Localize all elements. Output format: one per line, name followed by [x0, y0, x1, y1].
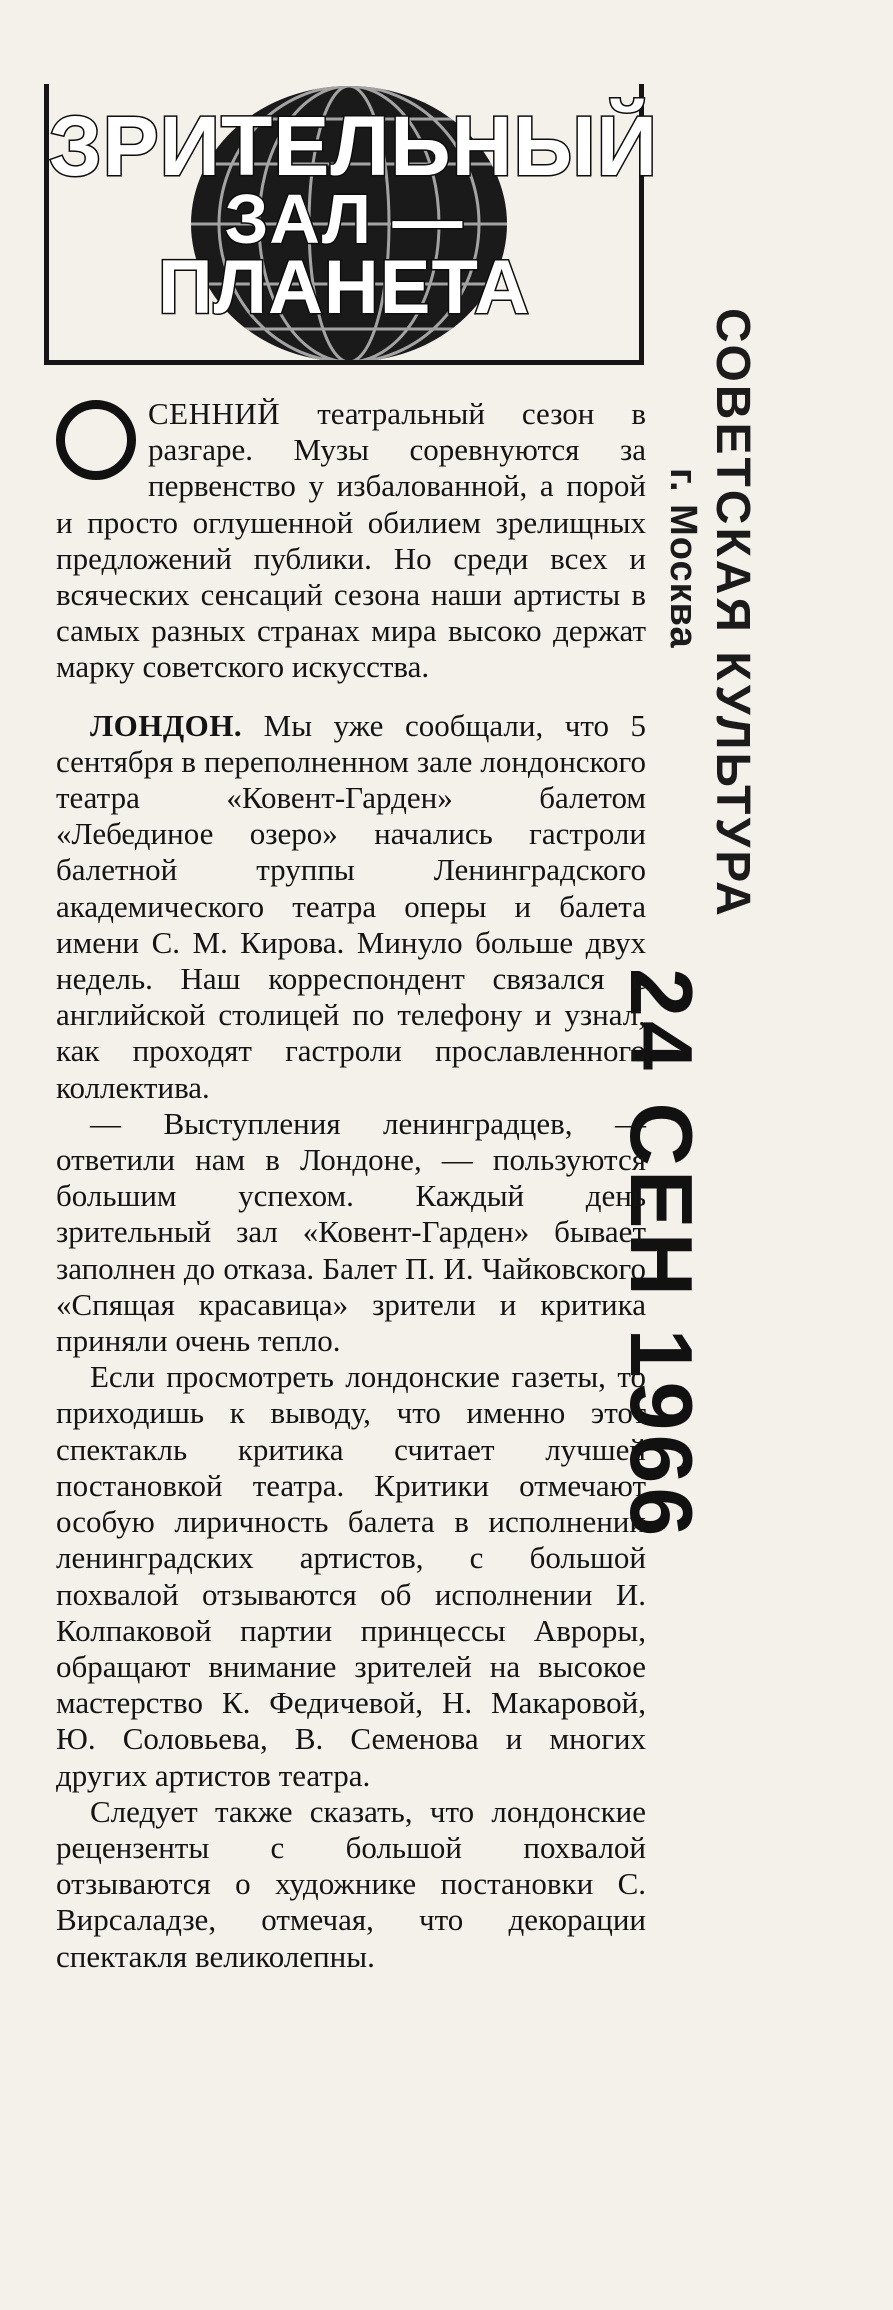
quote-paragraph: — Выступления ленинградцев, — ответили нам в Лондоне, — пользуются большим успехом. Каждый день зрительный зал «Ковент-Гарден» бывает заполнен до отказа. Балет П. И. Чайковского «Спящая красавица» зрители и критика приняли очень тепло. [56, 1105, 646, 1359]
paragraph-designer: Следует также сказать, что лондонские рецензенты с большой похвалой отзываются о художнике постановки С. Вирсаладзе, отмечая, что декорации спектакля великолепны. [56, 1793, 646, 1974]
heading-line-3: ПЛАНЕТА [158, 245, 530, 330]
intro-text: театральный сезон в разгаре. Музы соревнуются за первенство у избалованной, а порой и просто оглушенной обилием зрелищных предложений публики. Но среди всех и всяческих сенсаций сезона наши артисты в самых разных странах мира высоко держат марку советского искусства. [56, 396, 646, 685]
london-text: Мы уже сообщали, что 5 сентября в переполненном зале лондонского театра «Ковент-Гарден» балетом «Лебединое озеро» начались гастроли балетной труппы Ленинградского академического театра оперы и балета имени С. М. Кирова. Минуло больше двух недель. Наш корреспондент связался с английской столицей по телефону и узнал, как проходят гастроли прославленного коллектива. [56, 707, 646, 1105]
newspaper-city: г. Москва [662, 468, 704, 649]
london-paragraph [56, 708, 646, 1106]
newspaper-name: СОВЕТСКАЯ КУЛЬТУРА [706, 308, 759, 919]
header-emblem [44, 84, 658, 365]
heading-line-2: ЗАЛ — [224, 180, 464, 258]
intro-paragraph [56, 396, 646, 686]
dateline: ЛОНДОН. [90, 707, 243, 743]
stamp-date: 24 СЕН 1966 [612, 968, 711, 1541]
drop-cap [56, 400, 136, 480]
intro-first-word: СЕННИЙ [148, 396, 281, 431]
paragraph-critics: Если просмотреть лондонские газеты, то приходишь к выводу, что именно этот спектакль критика считает лучшей постановкой театра. Критики отмечают особую лиричность балета в исполнении ленинградских артистов, с большой похвалой отзываются об исполнении И. Колпаковой партии принцессы Авроры, обращают внимание зрителей на высокое мастерство К. Федичевой, Н. Макаровой, Ю. Соловьева, В. Семенова и многих других артистов театра. [56, 1359, 646, 1793]
heading-line-1: ЗРИТЕЛЬНЫЙ [49, 99, 658, 193]
article-body [56, 396, 646, 1975]
